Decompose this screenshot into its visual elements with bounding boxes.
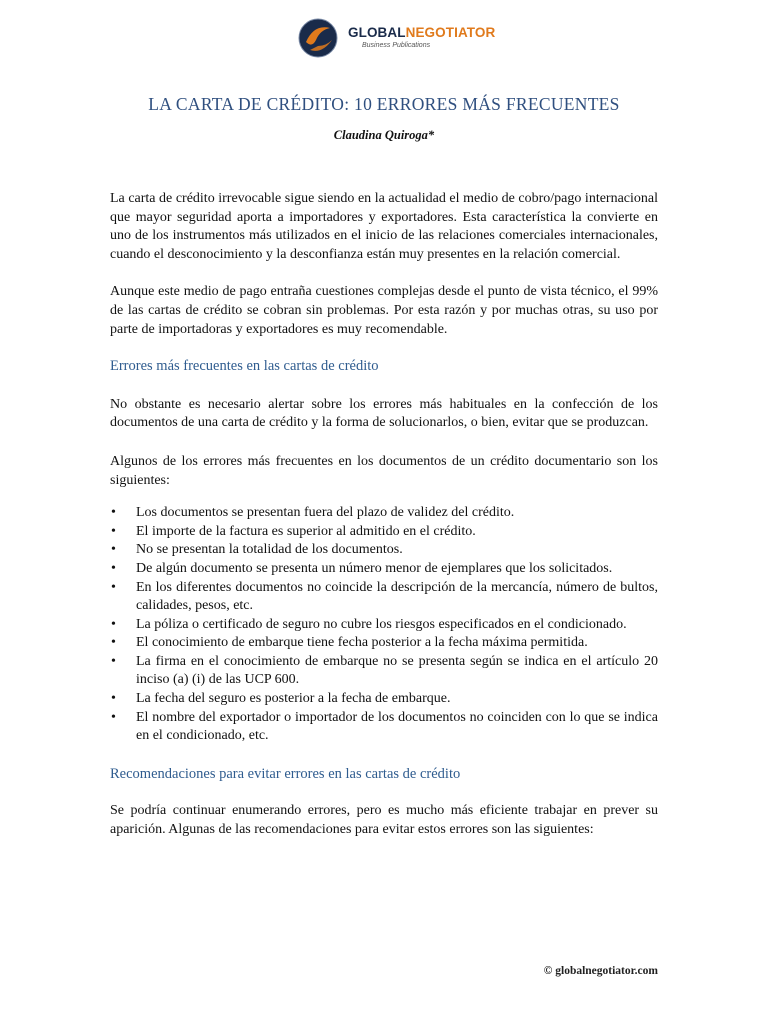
section-heading-recommendations: Recomendaciones para evitar errores en las cartas de crédito — [110, 765, 461, 782]
list-item: • La fecha del seguro es posterior a la fecha de embarque. — [110, 690, 658, 709]
list-item: • El importe de la factura es superior al admitido en el crédito. — [110, 523, 658, 542]
paragraph-technical: Aunque este medio de pago entraña cuestiones complejas desde el punto de vista técnico, el 99% de las cartas de crédito se cobran sin problemas. Por esta razón y por muchas otras, su uso por parte de importadoras y exportadores es muy recomendable. — [110, 284, 658, 337]
list-item: • En los diferentes documentos no coincide la descripción de la mercancía, número de bultos, calidades, pesos, etc. — [110, 579, 658, 616]
brand-logo — [296, 16, 496, 60]
document-body — [110, 190, 658, 840]
list-item: • El conocimiento de embarque tiene fecha posterior a la fecha máxima permitida. — [110, 634, 658, 653]
footer-copyright: © globalnegotiator.com — [543, 965, 658, 977]
paragraph-recommendations: Se podría continuar enumerando errores, pero es mucho más eficiente trabajar en prever su aparición. Algunas de las recomendaciones para evitar estos errores son las siguientes: — [110, 803, 658, 838]
section-heading-errors: Errores más frecuentes en las cartas de crédito — [110, 358, 379, 375]
brand-subtitle: Business Publications — [362, 42, 431, 49]
errors-list — [110, 504, 658, 746]
list-item: • La póliza o certificado de seguro no cubre los riesgos especificados en el condicionado. — [110, 616, 658, 635]
brand-name: GLOBALNEGOTIATOR — [348, 25, 496, 40]
list-item: • La firma en el conocimiento de embarque no se presenta según se indica en el artículo 20 inciso (a) (i) de las UCP 600. — [110, 653, 658, 690]
document-title: LA CARTA DE CRÉDITO: 10 ERRORES MÁS FRECUENTES — [148, 94, 620, 114]
list-item: • De algún documento se presenta un número menor de ejemplares que los solicitados. — [110, 560, 658, 579]
paragraph-alert: No obstante es necesario alertar sobre los errores más habituales en la confección de los documentos de una carta de crédito y la forma de solucionarlos, o bien, evitar que se produzcan. — [110, 396, 658, 431]
list-item: • El nombre del exportador o importador de los documentos no coinciden con lo que se indica en el condicionado, etc. — [110, 709, 658, 746]
list-item: • Los documentos se presentan fuera del plazo de validez del crédito. — [110, 504, 658, 523]
document-author: Claudina Quiroga* — [333, 128, 435, 142]
list-item: • No se presentan la totalidad de los documentos. — [110, 541, 658, 560]
paragraph-intro: La carta de crédito irrevocable sigue siendo en la actualidad el medio de cobro/pago internacional que mayor seguridad aporta a importadores y exportadores. Esta característica la convierte en uno de los instrumentos más utilizados en el inicio de las relaciones comerciales internacionales, cuando el desconocimiento y la desconfianza están muy presentes en la relación comercial. — [110, 191, 658, 262]
globe-logo-icon — [296, 16, 340, 60]
paragraph-errors-intro: Algunos de los errores más frecuentes en los documentos de un crédito documentario son los siguientes: — [110, 453, 658, 488]
